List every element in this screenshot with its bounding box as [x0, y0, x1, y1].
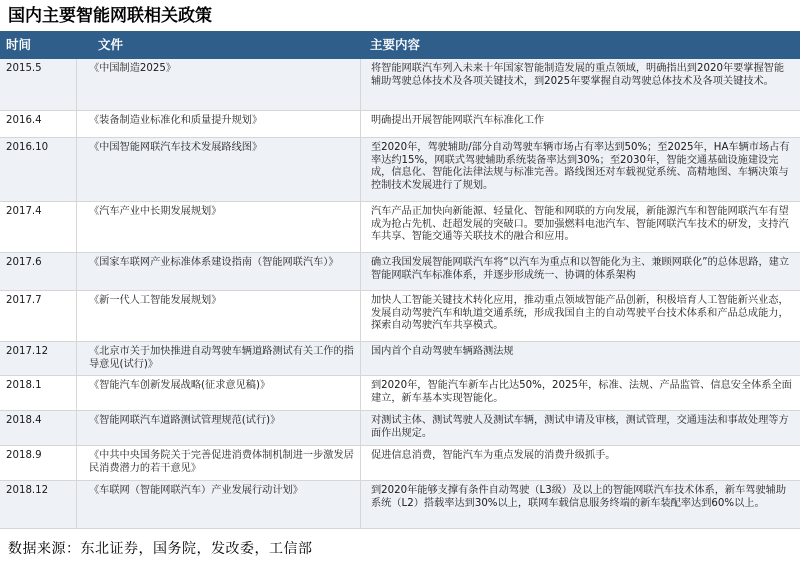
row-content: 确立我国发展智能网联汽车将“以汽车为重点和以智能化为主、兼顾网联化”的总体思路，建立智能网联汽车标准体系，并逐步形成统一、协调的体系架构 [360, 253, 800, 290]
row-doc: 《国家车联网产业标准体系建设指南（智能网联汽车）》 [76, 253, 360, 290]
table-row [0, 138, 800, 202]
row-content: 至2020年，驾驶辅助/部分自动驾驶车辆市场占有率达到50%；至2025年，HA车辆市场占有率达约15%，网联式驾驶辅助系统装备率达到30%；至2030年，智能交通基础设施建设完成，信息化、智能化法律法规与标准完善。路线图还对车载视觉系统、高精地图、车辆决策与控制技术发展进行了规划。 [360, 138, 800, 201]
row-doc: 《智能汽车创新发展战略(征求意见稿)》 [76, 376, 360, 410]
row-content: 明确提出开展智能网联汽车标准化工作 [360, 111, 800, 137]
table-row [0, 376, 800, 411]
table-row [0, 446, 800, 481]
data-source-note: 数据来源：东北证券，国务院，发改委，工信部 [8, 541, 313, 557]
row-time: 2017.4 [6, 206, 42, 217]
row-doc: 《中国智能网联汽车技术发展路线图》 [76, 138, 360, 201]
page-title: 国内主要智能网联相关政策 [8, 6, 212, 26]
table-row [0, 253, 800, 291]
row-time: 2017.12 [6, 346, 49, 357]
row-content: 对测试主体、测试驾驶人及测试车辆，测试申请及审核，测试管理，交通违法和事故处理等方面作出规定。 [360, 411, 800, 445]
row-time: 2018.9 [6, 450, 42, 461]
table-row [0, 59, 800, 111]
row-doc: 《北京市关于加快推进自动驾驶车辆道路测试有关工作的指导意见(试行)》 [76, 342, 360, 375]
row-content: 汽车产品正加快向新能源、轻量化、智能和网联的方向发展，新能源汽车和智能网联汽车有望成为抢占先机、赶超发展的突破口。要加强燃料电池汽车、智能网联汽车技术的研发，支持汽车共享、智能交通等关联技术的融合和应用。 [360, 202, 800, 252]
row-time: 2018.4 [6, 415, 42, 426]
table-row [0, 342, 800, 376]
row-content: 到2020年能够支撑有条件自动驾驶（L3级）及以上的智能网联汽车技术体系，新车驾驶辅助系统（L2）搭载率达到30%以上，联网车载信息服务终端的新车装配率达到60%以上。 [360, 481, 800, 528]
row-time: 2016.4 [6, 115, 42, 126]
row-doc: 《汽车产业中长期发展规划》 [76, 202, 360, 252]
row-doc: 《装备制造业标准化和质量提升规划》 [76, 111, 360, 137]
table-row [0, 481, 800, 529]
table-body [0, 59, 800, 529]
table-header [0, 31, 800, 59]
header-time: 时间 [6, 37, 32, 52]
table-row [0, 111, 800, 138]
header-content: 主要内容 [370, 37, 421, 52]
table-row [0, 291, 800, 342]
row-content: 促进信息消费，智能汽车为重点发展的消费升级抓手。 [360, 446, 800, 480]
row-doc: 《车联网（智能网联汽车）产业发展行动计划》 [76, 481, 360, 528]
row-content: 到2020年，智能汽车新车占比达50%，2025年，标准、法规、产品监管、信息安全体系全面建立，新车基本实现智能化。 [360, 376, 800, 410]
header-doc: 文件 [98, 37, 124, 52]
table-row [0, 411, 800, 446]
row-time: 2017.7 [6, 295, 42, 306]
row-doc: 《智能网联汽车道路测试管理规范(试行)》 [76, 411, 360, 445]
row-doc: 《中共中央国务院关于完善促进消费体制机制进一步激发居民消费潜力的若干意见》 [76, 446, 360, 480]
policy-table [0, 31, 800, 529]
row-content: 将智能网联汽车列入未来十年国家智能制造发展的重点领域，明确指出到2020年要掌握智能辅助驾驶总体技术及各项关键技术，到2025年要掌握自动驾驶总体技术及各项关键技术。 [360, 59, 800, 110]
row-content: 国内首个自动驾驶车辆路测法规 [360, 342, 800, 375]
row-time: 2015.5 [6, 63, 42, 74]
row-doc: 《新一代人工智能发展规划》 [76, 291, 360, 341]
row-content: 加快人工智能关键技术转化应用，推动重点领域智能产品创新，积极培育人工智能新兴业态，发展自动驾驶汽车和轨道交通系统，形成我国自主的自动驾驶平台技术体系和产品总成能力，探索自动驾驶汽车共享模式。 [360, 291, 800, 341]
row-time: 2016.10 [6, 142, 49, 153]
row-time: 2018.12 [6, 485, 49, 496]
row-time: 2018.1 [6, 380, 42, 391]
row-time: 2017.6 [6, 257, 42, 268]
row-doc: 《中国制造2025》 [76, 59, 360, 110]
table-row [0, 202, 800, 253]
